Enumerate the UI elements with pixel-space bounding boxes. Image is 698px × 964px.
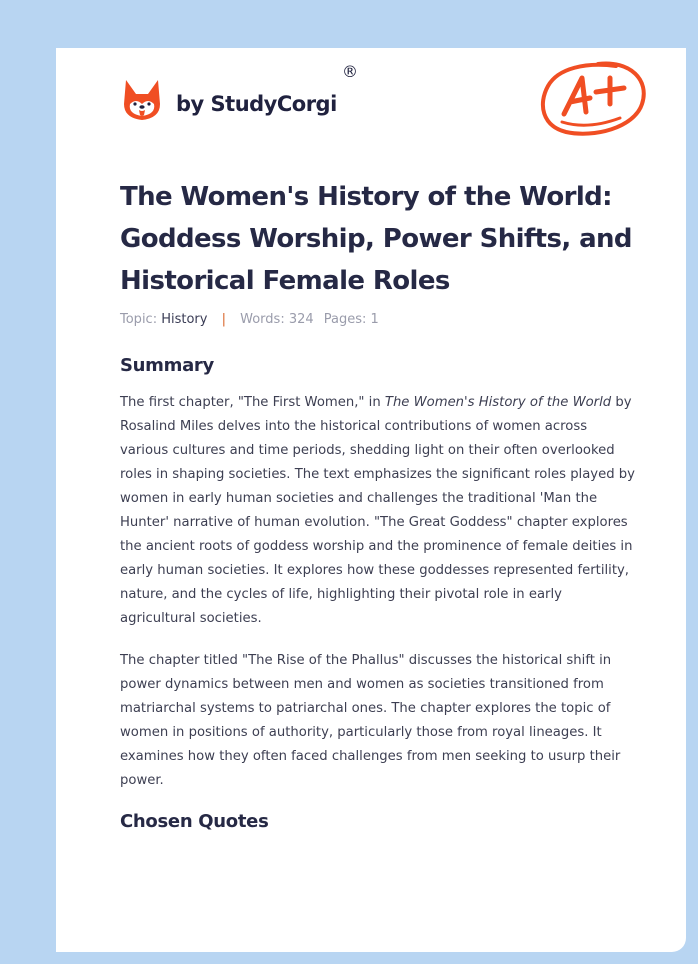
section-heading-summary: Summary: [120, 355, 214, 376]
article-meta: [120, 312, 379, 327]
topic-link[interactable]: History: [161, 312, 208, 327]
summary-paragraph-1: The first chapter, "The First Women," in The Women's History of the World by Rosalind Miles delves into the historical contributions of women across various cultures and time periods, shedding light on their often overlooked roles in shaping societies. The text emphasizes the significant roles played by women in early human societies and challenges the traditional 'Man the Hunter' narrative of human evolution. "The Great Goddess" chapter explores the ancient roots of goddess worship and the prominence of female deities in early human societies. It explores how these goddesses represented fertility, nature, and the cycles of life, highlighting their pivotal role in early agricultural societies.: [120, 395, 635, 626]
word-count: Words: 324: [240, 312, 314, 327]
page-title: The Women's History of the World: Goddess Worship, Power Shifts, and Historical Female Roles: [120, 182, 632, 296]
section-heading-chosen-quotes: Chosen Quotes: [120, 811, 269, 832]
registered-mark: ®: [342, 62, 358, 81]
brand-name: by StudyCorgi: [176, 92, 337, 116]
book-title: The Women's History of the World: [384, 395, 612, 410]
summary-paragraph-2: The chapter titled "The Rise of the Phallus" discusses the historical shift in power dynamics between men and women as societies transitioned from matriarchal systems to patriarchal ones. The chapter explores the topic of women in positions of authority, particularly those from royal lineages. It examines how they often faced challenges from men seeking to usurp their power.: [120, 653, 621, 788]
document-card: [56, 48, 686, 952]
a-plus-grade-icon: [538, 58, 648, 140]
page-count: Pages: 1: [323, 312, 379, 327]
corgi-icon: [122, 78, 162, 122]
topic-label: Topic:: [120, 312, 158, 327]
studycorgi-logo[interactable]: [122, 76, 337, 124]
meta-separator: |: [221, 312, 226, 327]
